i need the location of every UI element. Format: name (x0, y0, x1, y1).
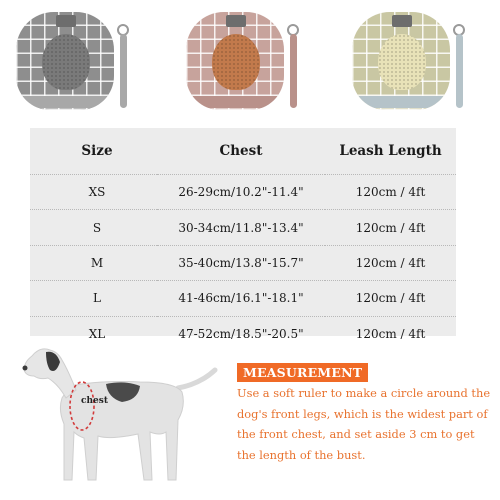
size-cell: M (30, 245, 157, 280)
column-header-leash-length: Leash Length (339, 143, 442, 159)
size-table (30, 128, 456, 351)
chest-cell: 47-52cm/18.5"-20.5" (157, 316, 325, 351)
size-cell: S (30, 210, 157, 245)
table-row (30, 175, 456, 210)
size-cell: XL (30, 316, 157, 351)
chest-cell: 41-46cm/16.1"-18.1" (157, 281, 325, 316)
size-cell: L (30, 281, 157, 316)
dog-measurement-diagram (10, 340, 220, 490)
column-header-size: Size (81, 143, 113, 159)
leash-cell: 120cm / 4ft (325, 281, 456, 316)
leash-cell: 120cm / 4ft (325, 245, 456, 280)
chest-cell: 26-29cm/10.2"-11.4" (157, 175, 325, 210)
leash-cell: 120cm / 4ft (325, 175, 456, 210)
chest-label: chest (81, 396, 108, 406)
gray-harness-image (16, 6, 128, 116)
table-row (30, 281, 456, 316)
pink-harness-image (186, 6, 298, 116)
dog-illustration (10, 340, 220, 490)
size-chart (30, 128, 456, 341)
measurement-heading: MEASUREMENT (237, 363, 368, 382)
beige-harness-image (352, 6, 464, 116)
chest-cell: 35-40cm/13.8"-15.7" (157, 245, 325, 280)
leash-cell: 120cm / 4ft (325, 316, 456, 351)
table-row (30, 245, 456, 280)
table-row (30, 210, 456, 245)
column-header-chest: Chest (219, 143, 263, 159)
size-cell: XS (30, 175, 157, 210)
table-header-row (30, 128, 456, 175)
chest-cell: 30-34cm/11.8"-13.4" (157, 210, 325, 245)
measurement-instructions: Use a soft ruler to make a circle around the dog's front legs, which is the widest part of the front chest, and set aside 3 cm to get the length of the bust. (237, 386, 491, 462)
leash-cell: 120cm / 4ft (325, 210, 456, 245)
product-photos (0, 0, 500, 125)
